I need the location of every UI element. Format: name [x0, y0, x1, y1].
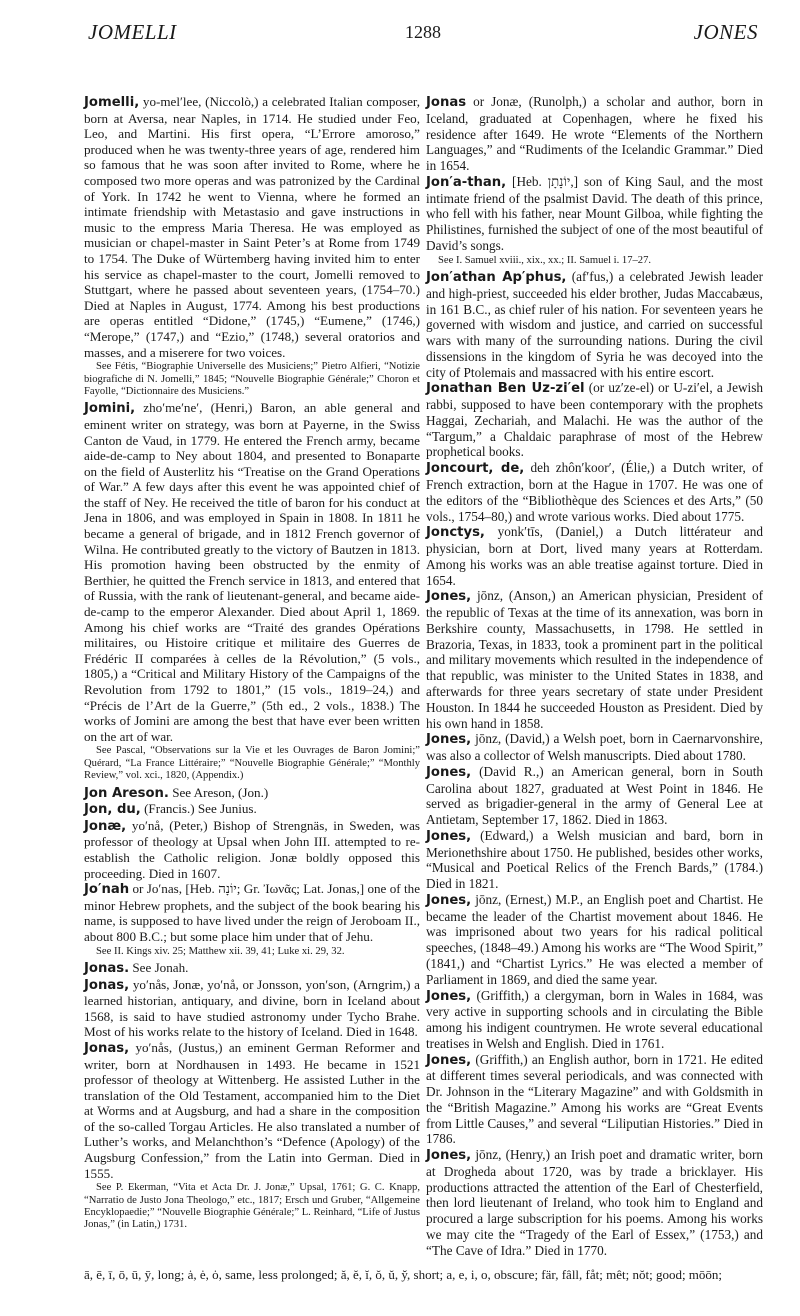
dictionary-entry — [426, 764, 763, 828]
entry-body: (Edward,) a Welsh musician and bard, born in Merionethshire about 1750. He published, besides other works, “Musical and Poetical Relics of the French Bards,” (1784.) Died in 1821. — [426, 827, 763, 892]
entry-body: deh zhôn′koor′, (Élie,) a Dutch writer, of French extraction, born at the Hague in 1707. He was one of the editors of the “Bibliothèque des Sciences et des Arts,” (50 vols., 1754–80,) and wrote various works. Died about 1775. — [426, 460, 763, 524]
entry-headword: Jones, — [426, 1052, 472, 1068]
dictionary-entry — [426, 588, 763, 731]
entry-headword: Jones, — [426, 828, 472, 844]
dictionary-entry — [426, 94, 763, 174]
dictionary-entry — [426, 269, 763, 380]
entry-body: (Griffith,) a clergyman, born in Wales in 1684, was very active in supporting schools and in circulating the Bible among his indigent countrymen. He wrote several educational treatises in Welsh and English. Died in 1761. — [426, 987, 763, 1051]
pronunciation-key-footer: ā, ē, ī, ō, ū, ȳ, long; ȧ, ė, ȯ, same, less prolonged; ă, ĕ, ĭ, ŏ, ŭ, y̆, short; a, e, i, o, obscure; fär, fâll, fåt; mêt; nŏt; good; mōōn; — [84, 1267, 723, 1282]
entry-body: (Griffith,) an English author, born in 1721. He edited at different times several periodicals, and was connected with Dr. Johnson in the “Literary Magazine” and with Goldsmith in the “British Magazine.” Among his works are “Great Events from Little Causes,” and several “Liliputian Histories.” Died in 1786. — [426, 1051, 763, 1147]
entry-body: jōnz, (Ernest,) M.P., an English poet and Chartist. He became the leader of the Chartist movement about 1846. He was imprisoned about two years for his radical political speeches, (1848–49.) Among his works are “The Wood Spirit,” (1841,) and “Chartist Lyrics.” He was elected a member of Parliament in 1869, and died the same year. — [426, 891, 763, 987]
entry-body: jōnz, (David,) a Welsh poet, born in Caernarvonshire, was also a collector of Welsh manuscripts. Died about 1780. — [426, 731, 763, 764]
entry-headword: Jonathan Ben Uz-zi′el — [426, 381, 585, 397]
entry-headword: Jon, du, — [84, 802, 141, 818]
entry-headword: Jonas, — [84, 1040, 130, 1056]
entry-headword: Jon′a-than, — [426, 174, 507, 190]
entry-reference: See Pascal, “Observations sur la Vie et les Ouvrages de Baron Jomini;” Quérard, “La France Littéraire;” “Nouvelle Biographie Générale;” “Monthly Review,” vol. xci., 1820, (Appendix.) — [84, 745, 420, 782]
dictionary-entry — [426, 524, 763, 588]
entry-headword: Jones, — [426, 589, 472, 605]
entry-reference: See P. Ekerman, “Vita et Acta Dr. J. Jonæ,” Upsal, 1761; G. C. Knapp, “Narratio de Justo Jona Theologo,” etc., 1817; Ersch und Gruber, “Allgemeine Encyklopaedie;” “Nouvelle Biographie Générale;” L. Reinhard, “Life of Justus Jonas,” (in Latin,) 1731. — [84, 1182, 420, 1231]
entry-body: jōnz, (Anson,) an American physician, President of the republic of Texas at the time of its annexation, was born in Berkshire county, Massachusetts, in 1798. He settled in Brazoria, Texas, in 1833, took a prominent part in the political and military movements which resulted in the independence of that republic, was minister to the United States in 1838, and afterwards for three years secretary of state under President Houston. In 1844 he succeeded Houston as President. Died by his own hand in 1858. — [426, 588, 763, 731]
entry-body: [Heb. יוֹנָתָן,] son of King Saul, and the most intimate friend of the psalmist David. The death of this prince, who fell with his father, near Mount Gilboa, while fighting the Philistines, furnished the subject of one of the most beautiful of David’s songs. — [426, 173, 763, 253]
entry-body: jōnz, (Henry,) an Irish poet and dramatic writer, born at Drogheda about 1720, was by trade a bricklayer. His productions attracted the attention of the Earl of Chesterfield, then lord lieutenant of Ireland, who took him to England and procured a large subscription for his poems. Among his works we may cite the “Tragedy of the Earl of Essex,” (1753,) and “The Cave of Idra.” Died in 1770. — [426, 1147, 763, 1258]
dictionary-entry — [84, 881, 420, 944]
entry-body: See Areson, (Jon.) — [168, 784, 269, 800]
header-right-guide-word: JONES — [693, 20, 758, 44]
dictionary-entry — [426, 1147, 763, 1258]
dictionary-entry — [84, 818, 420, 881]
entry-body: (af′fus,) a celebrated Jewish leader and high-priest, succeeded his elder brother, Judas Maccabæus, in 161 B.C., as chief ruler of his nation. For seventeen years he governed with wisdom and justice, and carried on successful wars with many of the surrounding nations. During the civil dissensions in the kingdom of Syria he was decoyed into the city of Ptolemais and massacred with his entire escort. — [426, 269, 763, 380]
dictionary-entry — [426, 892, 763, 988]
dictionary-entry — [426, 731, 763, 764]
entry-headword: Jon Areson. — [84, 785, 169, 801]
entry-body: yo′nås, (Justus,) an eminent German Reformer and writer, born at Nordhausen in 1493. He became in 1521 professor of theology at Wittenberg. He assisted Luther in the translation of the Old Testament, accompanied him to the Diet at Worms and at Augsburg, and had a share in the composition of the so-called Torgau Articles. He also translated a number of Luther’s works, and Melanchthon’s “Defence (Apology) of the Augsburg Confession,” from the Latin into German. Died in 1555. — [84, 1039, 420, 1181]
entry-body: (or uz′ze-el) or U-zi′el, a Jewish rabbi, supposed to have been contemporary with the prophets Haggai, Zechariah, and Malachi. He was the author of the “Targum,” a Chaldaic paraphrase of most of the Hebrew prophetical books. — [426, 380, 764, 460]
dictionary-entry — [426, 460, 763, 524]
running-header — [88, 20, 758, 50]
left-column — [84, 94, 420, 1234]
dictionary-entry — [426, 380, 763, 460]
entry-reference: See II. Kings xiv. 25; Matthew xii. 39, 41; Luke xi. 29, 32. — [96, 945, 345, 957]
entry-headword: Jomelli, — [84, 95, 140, 110]
entry-headword: Jones, — [426, 764, 472, 780]
entry-headword: Jones, — [426, 1148, 472, 1164]
right-column — [426, 94, 763, 1259]
entry-headword: Jones, — [426, 892, 472, 908]
dictionary-entry — [84, 785, 420, 802]
entry-body: See Jonah. — [129, 959, 189, 975]
page-number: 1288 — [405, 22, 441, 42]
entry-body: yo′nås, Jonæ, yo′nå, or Jonsson, yon′son, (Arngrim,) a learned historian, antiquary, and divine, born in Iceland about 1568, is said to have studied astronomy under Tycho Brahe. Most of his works relate to the history of Iceland. Died in 1648. — [84, 976, 420, 1040]
entry-body: (David R.,) an American general, born in South Carolina about 1827, graduated at West Point in 1846. He served as brigadier-general in the army of General Lee at Antietam, September 17, 1862. Died in 1863. — [426, 763, 763, 828]
entry-headword: Jonas — [426, 95, 467, 110]
dictionary-entry — [84, 977, 420, 1040]
entry-body: or Jo′nas, [Heb. יוֹנָה; Gr. Ἰωνᾶς; Lat. Jonas,] one of the minor Hebrew prophets, and the subject of the book bearing his name, is supposed to have lived under the reign of Jeroboam II., about 800 B.C.; but some place him under that of Jehu. — [84, 881, 421, 944]
entry-headword: Jonctys, — [426, 525, 485, 541]
entry-body: zho′me′ne′, (Henri,) Baron, an able general and eminent writer on strategy, was born at Payerne, in the Swiss Canton de Vaud, in 1779. He entered the French army, became aide-de-camp to Ney about 1804, and presented to Bonaparte on the field of Austerlitz his “Treatise on the Grand Operations of War.” A few days after this event he was appointed chief of the staff of Ney. He received the title of baron for his conduct at Jena in 1806, and was employed in Spain in 1808. In 1811 he became a general of brigade, and in 1812 French governor of Wilna. He contributed greatly to the victory of Bautzen in 1813. His promotion having been obstructed by the enmity of Berthier, he quitted the French service in 1813, and entered that of Russia, with the rank of lieutenant-general, and became aide-de-camp to the emperor Alexander. Died about April 1, 1869. Among his chief works are “Traité des grandes Opérations militaires, ou Histoire critique et militaire des Guerres de Frédéric II comparées à celles de la Révolution,” (5 vols., 1805,) a “Critical and Military History of the Campaigns of the Revolution from 1792 to 1801,” (15 vols., 1819–24,) and “Précis de l’Art de la Guerre,” (5th ed., 2 vols., 1838.) The works of Jomini are among the best that have ever been written on the art of war. — [84, 400, 420, 744]
dictionary-entry — [84, 94, 420, 360]
dictionary-entry — [426, 828, 763, 892]
entry-body: (Francis.) See Junius. — [140, 801, 257, 817]
entry-headword: Jonas. — [84, 960, 130, 976]
entry-body: or Jonæ, (Runolph,) a scholar and author, born in Iceland, graduated at Copenhagen, where he fixed his residence after 1649. He wrote “Elements of the Northern Languages,” and “Rudiments of the Icelandic Grammar.” Died in 1654. — [426, 94, 763, 174]
entry-headword: Jomini, — [84, 401, 136, 417]
dictionary-entry — [84, 801, 420, 818]
header-left-guide-word: JOMELLI — [88, 20, 177, 44]
entry-body: yonk′tīs, (Daniel,) a Dutch littérateur and physician, born at Dort, lived many years at Rotterdam. Among his works was an able treatise against torture. Died in 1654. — [426, 524, 763, 588]
dictionary-entry — [84, 960, 420, 977]
entry-headword: Jo′nah — [84, 882, 130, 898]
dictionary-entry — [426, 1052, 763, 1148]
entry-reference: See I. Samuel xviii., xix., xx.; II. Samuel i. 17–27. — [438, 254, 652, 266]
entry-headword: Jon′athan Ap′phus, — [426, 270, 567, 286]
entry-body: yo-mel′lee, (Niccolò,) a celebrated Italian composer, born at Aversa, near Naples, in 1714. He studied under Feo, Leo, and Martini. His first opera, “L’Errore amoroso,” produced when he was twenty-three years of age, rendered him so famous that he was soon after invited to Rome, where he composed two more operas and was patronized by the Cardinal of York. In 1742 he went to Vienna, where he formed an intimate friendship with Metastasio and gave instructions in music to the empress Maria Theresa. He was employed as musician or chapel-master in Saint Peter’s at Rome from 1749 to 1754. The Duke of Würtemberg having invited him to enter his service as chapel-master to the court, Jomelli removed to Stuttgart, where he passed about seventeen years, (1754–70.) Died at Naples in August, 1774. Among his best productions are operas entitled “Didone,” (1745,) “Eumene,” (1746,) “Merope,” (1747,) and “Ezio,” (1748,) several oratorios and masses, and a miserere for two voices. — [84, 94, 420, 360]
entry-headword: Jones, — [426, 732, 472, 748]
dictionary-entry — [84, 1040, 420, 1181]
entry-reference: See Fétis, “Biographie Universelle des Musiciens;” Pietro Alfieri, “Notizie biografiche di N. Jomelli,” 1845; “Nouvelle Biographie Générale;” Choron et Fayolle, “Dictionnaire des Musiciens.” — [84, 361, 420, 397]
entry-body: yo′nå, (Peter,) Bishop of Strengnäs, in Sweden, was professor of theology at Upsal when John III. attempted to re-establish the Catholic religion. Jonæ boldly opposed this proceeding. Died in 1607. — [84, 817, 420, 881]
entry-headword: Jonæ, — [84, 818, 127, 834]
dictionary-entry — [426, 174, 763, 254]
dictionary-entry — [426, 988, 763, 1052]
dictionary-entry — [84, 400, 420, 744]
entry-headword: Jones, — [426, 988, 472, 1004]
entry-headword: Jonas, — [84, 977, 130, 993]
entry-headword: Joncourt, de, — [426, 461, 525, 477]
